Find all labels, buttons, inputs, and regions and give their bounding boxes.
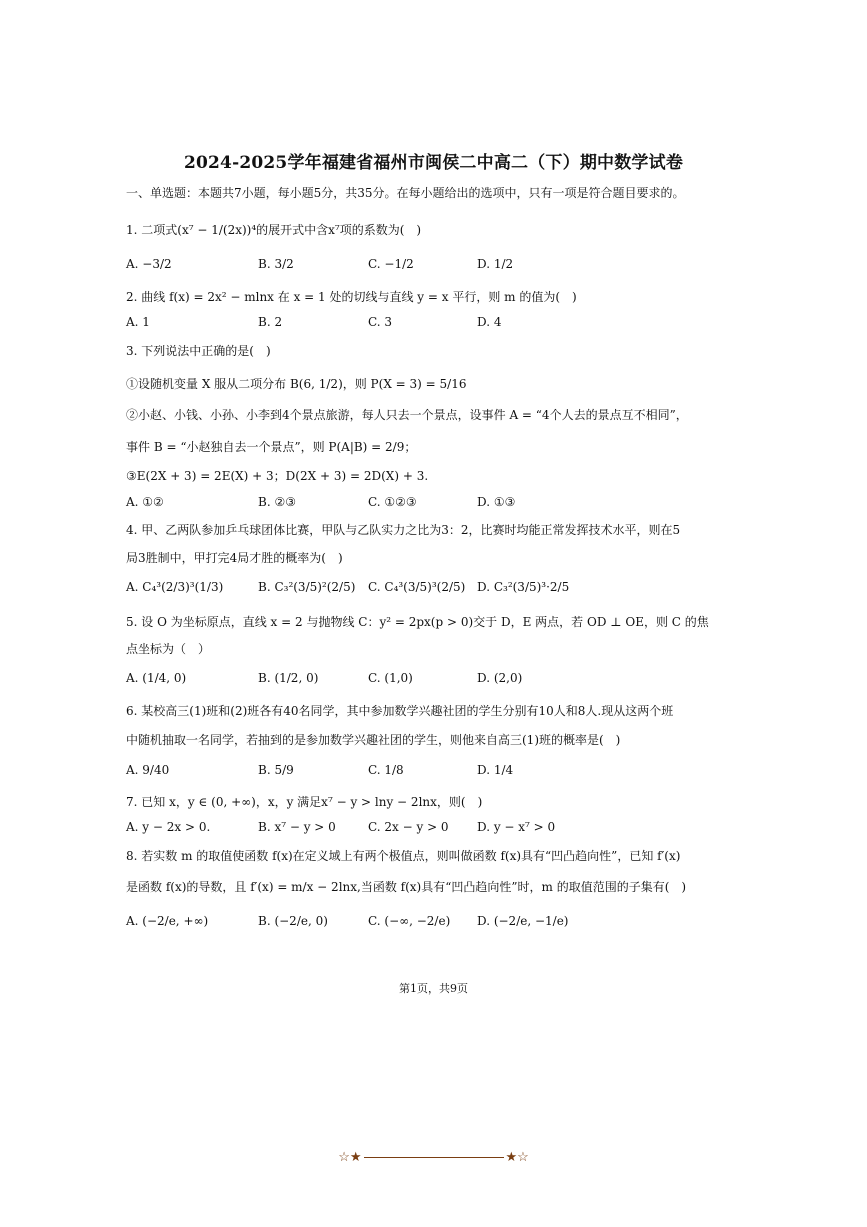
- option-d: D. ①③: [477, 495, 516, 509]
- statement-2: ②小赵、小钱、小孙、小李到4个景点旅游，每人只去一个景点，设事件 A = “4个人去的景点互不相同”，: [126, 408, 688, 422]
- option-d: D. 4: [477, 315, 502, 329]
- option-c: C. C₄³(3/5)³(2/5): [368, 580, 466, 594]
- option-b: B. ②③: [258, 495, 296, 509]
- option-b: B. (−2/e, 0): [258, 914, 328, 928]
- statement-2-continued: 事件 B = “小赵独自去一个景点”，则 P(A|B) = 2/9；: [126, 440, 417, 454]
- option-d: D. 1/2: [477, 257, 514, 271]
- option-b: B. 3/2: [258, 257, 294, 271]
- option-d: D. y − x⁷ > 0: [477, 820, 556, 834]
- question-5-stem: 5. 设 O 为坐标原点，直线 x = 2 与抛物线 C：y² = 2px(p > 0)交于 D，E 两点，若 OD ⊥ OE，则 C 的焦: [126, 615, 709, 629]
- option-b: B. 5/9: [258, 763, 294, 777]
- option-c: C. ①②③: [368, 495, 417, 509]
- question-7-stem: 7. 已知 x，y ∈ (0, +∞)，x，y 满足x⁷ − y > lny − 2lnx，则( ): [126, 795, 483, 809]
- option-a: A. ①②: [126, 495, 164, 509]
- statement-1: ①设随机变量 X 服从二项分布 B(6, 1/2)，则 P(X = 3) = 5/16: [126, 377, 467, 391]
- question-4-stem-continued: 局3胜制中，甲打完4局才胜的概率为( ): [126, 551, 343, 565]
- question-6-stem: 6. 某校高三(1)班和(2)班各有40名同学，其中参加数学兴趣社团的学生分别有10人和8人.现从这两个班: [126, 704, 674, 718]
- option-a: A. 9/40: [126, 763, 170, 777]
- option-c: C. 2x − y > 0: [368, 820, 449, 834]
- question-8-options: [126, 914, 726, 934]
- option-a: A. (−2/e, +∞): [126, 914, 209, 928]
- option-c: C. (−∞, −2/e): [368, 914, 451, 928]
- decorative-divider: [0, 1150, 867, 1165]
- statement-3: ③E(2X + 3) = 2E(X) + 3；D(2X + 3) = 2D(X) + 3.: [126, 469, 429, 483]
- question-6-options: [126, 763, 726, 783]
- option-b: B. C₃²(3/5)²(2/5): [258, 580, 356, 594]
- question-6-stem-continued: 中随机抽取一名同学，若抽到的是参加数学兴趣社团的学生，则他来自高三(1)班的概率是( ): [126, 733, 621, 747]
- star-icon: ☆★: [338, 1150, 362, 1165]
- page-footer: 第1页，共9页: [399, 982, 468, 995]
- question-7-options: [126, 820, 726, 840]
- question-2-options: [126, 315, 726, 335]
- option-d: D. 1/4: [477, 763, 514, 777]
- question-5-stem-continued: 点坐标为（ ）: [126, 642, 211, 656]
- option-d: D. (−2/e, −1/e): [477, 914, 569, 928]
- question-1-stem: 1. 二项式(x⁷ − 1/(2x))⁴的展开式中含x⁷项的系数为( ): [126, 223, 422, 237]
- option-a: A. 1: [126, 315, 150, 329]
- question-3-stem: 3. 下列说法中正确的是( ): [126, 344, 271, 358]
- question-5-options: [126, 671, 726, 691]
- question-8-stem: 8. 若实数 m 的取值使函数 f(x)在定义域上有两个极值点，则叫做函数 f(x)具有“凹凸趋向性”，已知 f′(x): [126, 849, 681, 863]
- question-4-stem: 4. 甲、乙两队参加乒乓球团体比赛，甲队与乙队实力之比为3：2，比赛时均能正常发挥技术水平，则在5: [126, 523, 681, 537]
- option-d: D. (2,0): [477, 671, 523, 685]
- question-1-options: [126, 257, 726, 277]
- option-b: B. 2: [258, 315, 283, 329]
- question-8-stem-continued: 是函数 f(x)的导数，且 f′(x) = m/x − 2lnx,当函数 f(x)具有“凹凸趋向性”时，m 的取值范围的子集有( ): [126, 880, 687, 894]
- option-a: A. y − 2x > 0.: [126, 820, 211, 834]
- question-3-options: [126, 495, 726, 515]
- star-icon: ★☆: [505, 1150, 529, 1165]
- option-b: B. x⁷ − y > 0: [258, 820, 336, 834]
- section-heading: 一、单选题：本题共7小题，每小题5分，共35分。在每小题给出的选项中，只有一项是符合题目要求的。: [126, 186, 685, 200]
- option-a: A. (1/4, 0): [126, 671, 187, 685]
- option-b: B. (1/2, 0): [258, 671, 319, 685]
- option-c: C. 3: [368, 315, 393, 329]
- page-title: 2024-2025学年福建省福州市闽侯二中高二（下）期中数学试卷: [183, 153, 684, 173]
- option-a: A. C₄³(2/3)³(1/3): [126, 580, 224, 594]
- option-a: A. −3/2: [126, 257, 172, 271]
- option-c: C. (1,0): [368, 671, 413, 685]
- option-c: C. 1/8: [368, 763, 404, 777]
- option-d: D. C₃²(3/5)³·2/5: [477, 580, 570, 594]
- question-2-stem: 2. 曲线 f(x) = 2x² − mlnx 在 x = 1 处的切线与直线 y = x 平行，则 m 的值为( ): [126, 290, 577, 304]
- question-4-options: [126, 580, 726, 600]
- divider-line: [364, 1157, 504, 1158]
- option-c: C. −1/2: [368, 257, 414, 271]
